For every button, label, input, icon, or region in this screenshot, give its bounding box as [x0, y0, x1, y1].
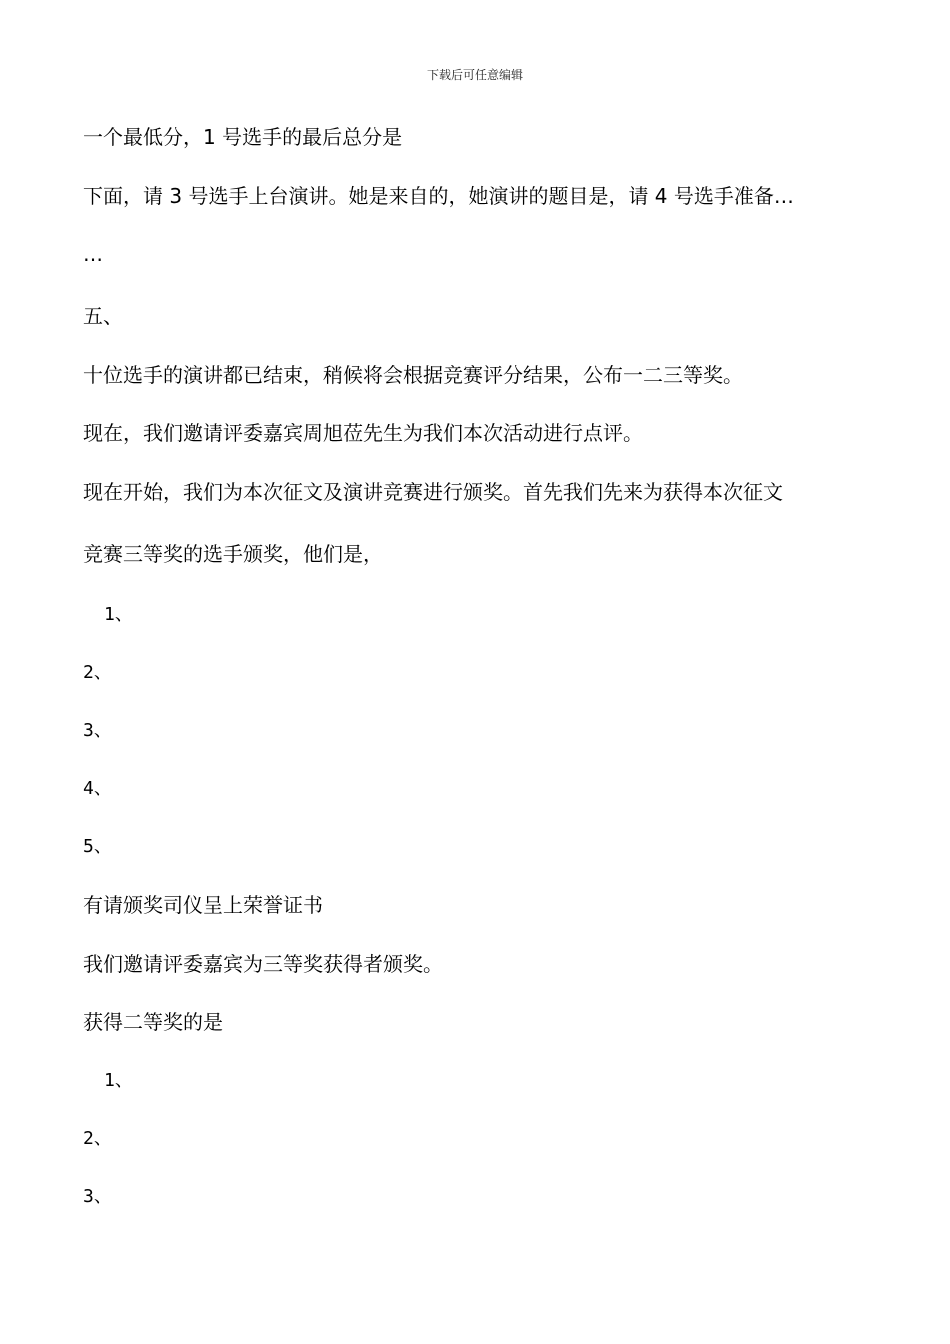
text-line-speeches-ended: 十位选手的演讲都已结束，稍候将会根据竞赛评分结果，公布一二三等奖。 [83, 363, 743, 387]
third-prize-item-3: 3、 [83, 720, 112, 741]
text-line-judge-comment: 现在，我们邀请评委嘉宾周旭莅先生为我们本次活动进行点评。 [83, 421, 643, 445]
second-prize-item-1: 1、 [104, 1070, 133, 1091]
text-line-third-prize-intro: 竞赛三等奖的选手颁奖，他们是， [83, 542, 383, 566]
text-line-certificate: 有请颁奖司仪呈上荣誉证书 [83, 893, 323, 917]
second-prize-item-3: 3、 [83, 1186, 112, 1207]
third-prize-item-2: 2、 [83, 662, 112, 683]
text-line-award-start: 现在开始，我们为本次征文及演讲竞赛进行颁奖。首先我们先来为获得本次征文 [83, 480, 783, 504]
second-prize-item-2: 2、 [83, 1128, 112, 1149]
page-header: 下载后可任意编辑 [426, 68, 523, 82]
third-prize-item-1: 1、 [104, 604, 133, 625]
text-line-third-prize-award: 我们邀请评委嘉宾为三等奖获得者颁奖。 [83, 952, 443, 976]
third-prize-item-5: 5、 [83, 836, 112, 857]
text-line-second-prize-intro: 获得二等奖的是 [83, 1010, 223, 1034]
third-prize-item-4: 4、 [83, 778, 112, 799]
text-line-speaker-intro: 下面，请 3 号选手上台演讲。她是来自的，她演讲的题目是，请 4 号选手准备… [83, 184, 794, 208]
text-line-final-score: 一个最低分，1 号选手的最后总分是 [83, 125, 403, 149]
section-heading-five: 五、 [83, 304, 123, 328]
text-line-ellipsis: … [83, 242, 103, 266]
